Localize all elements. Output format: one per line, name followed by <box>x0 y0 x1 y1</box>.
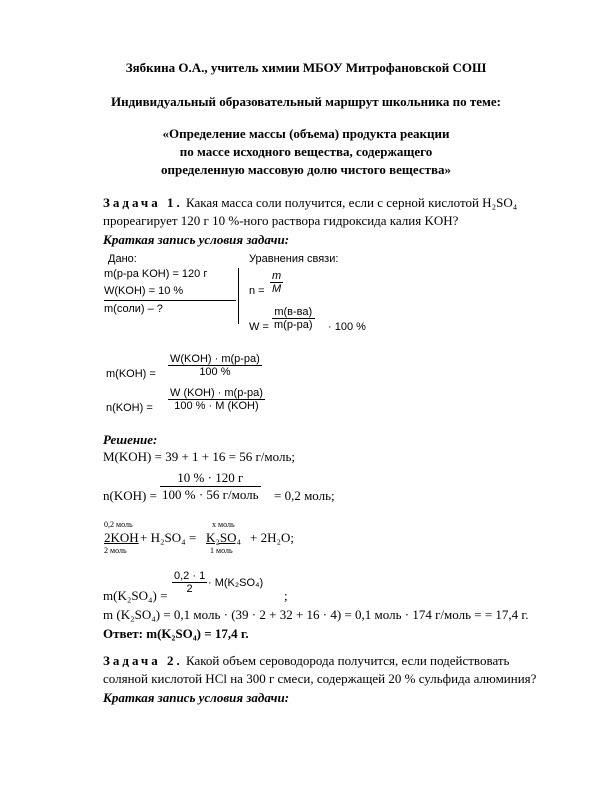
task1-label: Задача 1. <box>103 195 183 210</box>
task2-brief-heading: Краткая запись условия задачи: <box>103 690 290 705</box>
formula2-numerator: W (KOH) · m(р-ра) <box>170 387 263 399</box>
task1-statement-line2: прореагирует 120 г 10 %-ного раствора гидроксида калия KOH? <box>103 213 459 228</box>
relation-w-numerator: m(в-ва) <box>274 306 313 318</box>
formula1-fraction <box>168 353 262 378</box>
task2-statement-line1 <box>103 653 573 669</box>
relation-w-fraction <box>272 306 315 331</box>
eq-reactant-koh: 2KOH <box>104 530 139 545</box>
given-title: Дано: <box>108 253 137 265</box>
find-salt-mass: m(соли) – ? <box>104 303 163 315</box>
given-vertical-divider <box>238 268 239 324</box>
eq-plus-water: + 2H₂O; <box>250 530 295 545</box>
n-koh-result: = 0,2 моль; <box>274 488 335 503</box>
mk-end: ; <box>284 588 288 603</box>
mk-fraction <box>172 570 207 595</box>
molar-mass-koh: M(KOH) = 39 + 1 + 16 = 56 г/моль; <box>103 449 295 464</box>
formula2-fraction <box>168 387 265 412</box>
eq-product-k2so4: K₂SO₄ <box>206 530 242 545</box>
task1-text-1: Какая масса соли получится, если с серной кислотой H₂SO₄ <box>186 195 518 210</box>
route-subtitle: Индивидуальный образовательный маршрут школьника по теме: <box>110 94 502 109</box>
given-mass-fraction: W(KOH) = 10 % <box>104 285 184 297</box>
formula2-lhs: n(KOH) = <box>106 402 153 414</box>
n-koh-lhs: n(KOH) = <box>103 488 157 503</box>
given-separator <box>104 300 236 301</box>
relation-w-lhs: W = <box>249 321 269 333</box>
mk-tail: · M(K₂SO₄) <box>208 577 264 589</box>
relation-n-lhs: n = <box>249 285 265 297</box>
topic-line-3: определенную массовую долю чистого вещества» <box>160 162 452 177</box>
relation-w-denominator: m(р-ра) <box>274 319 313 331</box>
calc-line: m (K₂SO₄) = 0,1 моль · (39 · 2 + 32 + 16 · 4) = 0,1 моль · 174 г/моль = = 17,4 г. <box>103 607 529 622</box>
task2-statement-line2: соляной кислотой HCl на 300 г смеси, содержащей 20 % сульфида алюминия? <box>103 671 537 686</box>
task1-brief-heading: Краткая запись условия задачи: <box>103 232 290 247</box>
task2-text-1: Какой объем сероводорода получится, если подействовать <box>186 653 510 668</box>
mk-numerator: 0,2 · 1 <box>174 570 206 582</box>
relation-n-fraction <box>270 270 283 295</box>
mk-lhs: m(K₂SO₄) = <box>103 588 168 603</box>
task1-statement-line1 <box>103 195 573 211</box>
relation-n-numerator: m <box>272 270 282 282</box>
given-mass-solution: m(р-ра KOH) = 120 г <box>104 268 208 280</box>
formula2-denominator: 100 % · M (KOH) <box>168 399 265 412</box>
task1-answer: Ответ: m(K₂SO₄) = 17,4 г. <box>103 626 249 641</box>
eq-above-k2so4: x моль <box>212 520 235 529</box>
relations-title: Уравнения связи: <box>249 253 339 265</box>
eq-below-k2so4: 1 моль <box>210 546 233 555</box>
formula1-numerator: W(KOH) · m(р-ра) <box>170 353 260 365</box>
relation-n-denominator: M <box>272 283 282 295</box>
n-koh-denominator: 100 % · 56 г/моль <box>162 487 259 502</box>
topic-line-2: по массе исходного вещества, содержащего <box>179 144 433 159</box>
author-line: Зябкина О.А., учитель химии МБОУ Митрофановской СОШ <box>125 60 487 75</box>
relation-w-tail: · 100 % <box>328 321 366 333</box>
n-koh-fraction <box>160 470 261 503</box>
eq-above-koh: 0,2 моль <box>104 520 133 529</box>
topic-line-1: «Определение массы (объема) продукта реакции <box>162 126 450 141</box>
mk-denominator: 2 <box>172 582 207 595</box>
eq-plus-h2so4: + H₂SO₄ = <box>140 530 197 545</box>
n-koh-numerator: 10 % · 120 г <box>177 470 244 485</box>
eq-below-koh: 2 моль <box>104 546 127 555</box>
task2-label: Задача 2. <box>103 653 183 668</box>
solution-heading: Решение: <box>103 432 158 447</box>
formula1-denominator: 100 % <box>168 365 262 378</box>
formula1-lhs: m(KOH) = <box>106 368 156 380</box>
